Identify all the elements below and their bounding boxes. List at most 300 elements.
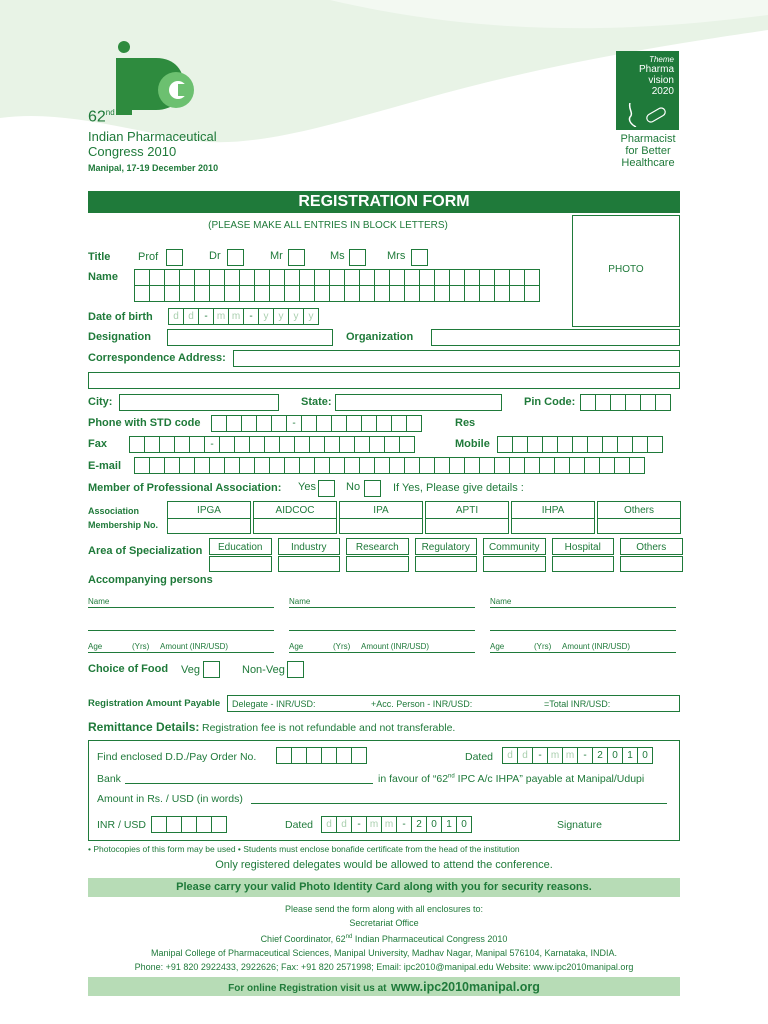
cell[interactable] (404, 269, 420, 286)
cell[interactable] (369, 436, 385, 453)
cell[interactable] (239, 457, 255, 474)
cell[interactable] (625, 394, 641, 411)
send-line: Please send the form along with all enclosures to: (284, 904, 484, 914)
cell[interactable] (254, 269, 270, 286)
member-no-checkbox[interactable] (364, 480, 381, 497)
cell[interactable]: - (396, 816, 412, 833)
cell[interactable] (159, 436, 175, 453)
cell[interactable] (174, 436, 190, 453)
cell[interactable] (359, 269, 375, 286)
cell[interactable] (239, 285, 255, 302)
cell[interactable] (389, 269, 405, 286)
cell[interactable] (284, 269, 300, 286)
cell[interactable]: m (228, 308, 244, 325)
cell[interactable]: y (288, 308, 304, 325)
cell[interactable] (149, 269, 165, 286)
specialization-column[interactable] (278, 538, 341, 572)
cell[interactable]: - (351, 816, 367, 833)
cell[interactable] (301, 415, 317, 432)
ipc-logo (112, 40, 202, 115)
specialization-column[interactable] (209, 538, 272, 572)
association-column[interactable] (597, 501, 681, 534)
cell[interactable]: - (198, 308, 214, 325)
online-url-link[interactable]: www.ipc2010manipal.org (390, 980, 540, 994)
cell[interactable] (479, 457, 495, 474)
cell[interactable]: 0 (607, 747, 623, 764)
designation-label: Designation (88, 331, 151, 343)
cell[interactable] (584, 457, 600, 474)
cell[interactable] (494, 269, 510, 286)
address-field-2[interactable] (88, 372, 680, 389)
footer-note-1: • Photocopies of this form may be used • Students must enclose bonafide certificate from the head of the institution (88, 844, 520, 854)
acc-age-label: Age (289, 642, 304, 651)
res-label: Res (455, 417, 476, 429)
cell[interactable] (149, 285, 165, 302)
organization-field[interactable] (431, 329, 680, 346)
acc-name-label: Name (490, 597, 512, 606)
acc-age-amount-field[interactable] (490, 652, 676, 653)
form-title: REGISTRATION FORM (88, 191, 680, 213)
acc-name-label: Name (88, 597, 110, 606)
cell[interactable] (391, 415, 407, 432)
cell[interactable] (284, 457, 300, 474)
cell[interactable] (359, 285, 375, 302)
cell[interactable] (344, 285, 360, 302)
cell[interactable] (226, 415, 242, 432)
cell[interactable] (239, 269, 255, 286)
cell[interactable] (494, 285, 510, 302)
cell[interactable] (587, 436, 603, 453)
cell[interactable] (324, 436, 340, 453)
cell[interactable]: d (168, 308, 184, 325)
dd-number-cells[interactable] (276, 747, 366, 764)
specialization-checkbox[interactable] (346, 556, 409, 572)
cell[interactable] (389, 457, 405, 474)
cell[interactable] (299, 269, 315, 286)
association-membership-field[interactable] (425, 518, 509, 534)
cell[interactable] (314, 457, 330, 474)
specialization-checkbox[interactable] (209, 556, 272, 572)
specialization-checkbox[interactable] (278, 556, 341, 572)
cell[interactable] (331, 415, 347, 432)
cell[interactable]: d (183, 308, 199, 325)
cell[interactable] (419, 457, 435, 474)
cell[interactable] (344, 269, 360, 286)
cell[interactable] (539, 457, 555, 474)
acc-amount-label: Amount (INR/USD) (361, 642, 430, 651)
title-mr-checkbox[interactable] (288, 249, 305, 266)
specialization-option-label: Education (209, 538, 272, 555)
specialization-option-label: Others (620, 538, 683, 555)
cell[interactable]: 1 (622, 747, 638, 764)
cell[interactable] (264, 436, 280, 453)
association-column[interactable] (167, 501, 251, 534)
acc-name-field[interactable] (289, 607, 475, 608)
association-column[interactable] (339, 501, 423, 534)
association-membership-field[interactable] (167, 518, 251, 534)
cell[interactable] (224, 457, 240, 474)
cell[interactable] (655, 394, 671, 411)
city-field[interactable] (119, 394, 279, 411)
congress-dates: Manipal, 17-19 December 2010 (88, 163, 219, 173)
cell[interactable]: 0 (456, 816, 472, 833)
organization-label: Organization (346, 331, 414, 343)
cell[interactable] (164, 457, 180, 474)
cell[interactable] (254, 285, 270, 302)
specialization-column[interactable] (483, 538, 546, 572)
cell[interactable] (406, 415, 422, 432)
dd-dated-label: Dated (465, 751, 494, 763)
address-field-1[interactable] (233, 350, 680, 367)
cell[interactable] (151, 816, 167, 833)
association-column[interactable] (511, 501, 595, 534)
specialization-checkbox[interactable] (415, 556, 478, 572)
cell[interactable] (299, 457, 315, 474)
cell[interactable] (419, 269, 435, 286)
cell[interactable] (211, 816, 227, 833)
amount-words-field[interactable] (251, 803, 667, 804)
reg-amount-label: Registration Amount Payable (88, 698, 221, 709)
cell[interactable] (336, 747, 352, 764)
cell[interactable] (614, 457, 630, 474)
delegate-label: Delegate - INR/USD: (232, 699, 316, 709)
online-bar (88, 977, 680, 996)
cell[interactable] (389, 285, 405, 302)
cell[interactable] (224, 285, 240, 302)
cell[interactable] (524, 269, 540, 286)
cell[interactable] (294, 436, 310, 453)
cell[interactable] (404, 285, 420, 302)
form-instruction: (PLEASE MAKE ALL ENTRIES IN BLOCK LETTERS) (208, 220, 448, 231)
cell[interactable]: d (336, 816, 352, 833)
cell[interactable] (164, 269, 180, 286)
footer-note-2: Only registered delegates would be allowed to attend the conference. (215, 859, 553, 871)
cell[interactable] (254, 457, 270, 474)
cell[interactable]: 2 (411, 816, 427, 833)
cell[interactable] (344, 457, 360, 474)
cell: - (286, 415, 302, 432)
cell[interactable] (234, 436, 250, 453)
title-mrs-label: Mrs (387, 250, 406, 262)
cell[interactable] (209, 285, 225, 302)
state-field[interactable] (335, 394, 502, 411)
cell[interactable] (269, 285, 285, 302)
coordinator-line: Chief Coordinator, 62nd Indian Pharmaceutical Congress 2010 (260, 934, 508, 944)
cell[interactable] (134, 285, 150, 302)
cell[interactable]: m (562, 747, 578, 764)
specialization-option-label: Regulatory (415, 538, 478, 555)
cell[interactable] (149, 457, 165, 474)
cell[interactable] (629, 457, 645, 474)
cell[interactable] (189, 436, 205, 453)
cell[interactable] (166, 816, 182, 833)
acc-name-label: Name (289, 597, 311, 606)
cell[interactable]: 0 (426, 816, 442, 833)
theme-tagline: Pharmacist for Better Healthcare (620, 133, 676, 169)
cell[interactable] (314, 285, 330, 302)
cell[interactable] (384, 436, 400, 453)
title-mr-label: Mr (270, 250, 283, 262)
title-mrs-checkbox[interactable] (411, 249, 428, 266)
contact-line: Phone: +91 820 2922433, 2922626; Fax: +91 820 2571998; Email: ipc2010@manipal.edu Website: www.ipc2010manipal.org (134, 962, 634, 972)
cell[interactable] (527, 436, 543, 453)
inr-usd-cells[interactable] (151, 816, 226, 833)
cell[interactable] (339, 436, 355, 453)
cell[interactable] (179, 285, 195, 302)
member-yes-checkbox[interactable] (318, 480, 335, 497)
cell[interactable] (595, 394, 611, 411)
cell[interactable]: y (273, 308, 289, 325)
specialization-option-label: Research (346, 538, 409, 555)
cell[interactable]: d (517, 747, 533, 764)
cell[interactable] (374, 285, 390, 302)
title-prof-label: Prof (138, 251, 159, 263)
association-membership-field[interactable] (339, 518, 423, 534)
cell[interactable]: m (213, 308, 229, 325)
cell[interactable] (509, 269, 525, 286)
phone-label: Phone with STD code (88, 417, 201, 429)
cell[interactable] (144, 436, 160, 453)
face-capsule-icon (622, 103, 672, 127)
bank-label: Bank (97, 773, 121, 785)
cell[interactable] (314, 269, 330, 286)
cell[interactable]: m (381, 816, 397, 833)
cell[interactable]: 1 (441, 816, 457, 833)
cell[interactable] (494, 457, 510, 474)
cell[interactable] (179, 457, 195, 474)
cell: - (204, 436, 220, 453)
cell[interactable] (179, 269, 195, 286)
cell[interactable] (291, 747, 307, 764)
cell[interactable] (524, 285, 540, 302)
cell[interactable] (134, 269, 150, 286)
member-no-label: No (346, 481, 361, 493)
email-label: E-mail (88, 460, 122, 472)
cell[interactable] (599, 457, 615, 474)
association-column[interactable] (253, 501, 337, 534)
cell[interactable] (449, 269, 465, 286)
member-if-yes: If Yes, Please give details : (393, 482, 524, 494)
inr-usd-label: INR / USD (97, 819, 147, 831)
acc-amount-label: Amount (INR/USD) (562, 642, 631, 651)
acc-age-amount-field[interactable] (88, 652, 274, 653)
specialization-checkbox[interactable] (483, 556, 546, 572)
phone-cells[interactable] (211, 415, 421, 432)
cell[interactable] (196, 816, 212, 833)
favour-text: in favour of “62nd IPC A/c IHPA” payable at Manipal/Udupi (378, 773, 645, 785)
cell[interactable]: 0 (637, 747, 653, 764)
acc-name-field-2[interactable] (289, 630, 475, 631)
cell[interactable] (194, 269, 210, 286)
cell[interactable] (209, 269, 225, 286)
cell[interactable] (181, 816, 197, 833)
cell[interactable] (572, 436, 588, 453)
association-membership-field[interactable] (597, 518, 681, 534)
cell[interactable] (279, 436, 295, 453)
cell[interactable]: - (243, 308, 259, 325)
specialization-option-label: Community (483, 538, 546, 555)
cell[interactable] (524, 457, 540, 474)
association-option-label: AIDCOC (253, 501, 337, 518)
inr-dated-label: Dated (285, 819, 314, 831)
pin-label: Pin Code: (524, 396, 576, 408)
specialization-column[interactable] (552, 538, 615, 572)
cell[interactable] (374, 457, 390, 474)
cell[interactable] (610, 394, 626, 411)
remittance-label: Remittance Details: (88, 720, 200, 734)
cell[interactable] (497, 436, 513, 453)
cell[interactable] (209, 457, 225, 474)
cell[interactable] (640, 394, 656, 411)
association-membership-field[interactable] (511, 518, 595, 534)
cell[interactable] (269, 457, 285, 474)
cell[interactable]: - (532, 747, 548, 764)
acc-name-field[interactable] (88, 607, 274, 608)
acc-age-label: Age (490, 642, 505, 651)
cell[interactable] (449, 457, 465, 474)
mobile-cells[interactable] (497, 436, 662, 453)
cell[interactable] (464, 269, 480, 286)
cell[interactable] (512, 436, 528, 453)
cell[interactable]: d (502, 747, 518, 764)
cell[interactable] (479, 285, 495, 302)
cell[interactable] (376, 415, 392, 432)
veg-checkbox[interactable] (203, 661, 220, 678)
cell[interactable] (329, 457, 345, 474)
dob-cells[interactable] (168, 308, 318, 325)
cell[interactable] (509, 285, 525, 302)
cell[interactable]: y (303, 308, 319, 325)
cell[interactable] (134, 457, 150, 474)
cell[interactable] (351, 747, 367, 764)
cell[interactable]: 2 (592, 747, 608, 764)
acc-name-field-2[interactable] (490, 630, 676, 631)
cell[interactable] (602, 436, 618, 453)
name-label: Name (88, 271, 118, 283)
email-cells[interactable] (134, 457, 644, 474)
fax-cells[interactable] (129, 436, 414, 453)
cell[interactable] (306, 747, 322, 764)
title-ms-label: Ms (330, 250, 345, 262)
specialization-option-label: Industry (278, 538, 341, 555)
cell[interactable] (434, 269, 450, 286)
cell[interactable] (479, 269, 495, 286)
cell[interactable] (329, 269, 345, 286)
cell[interactable]: d (321, 816, 337, 833)
cell[interactable] (284, 285, 300, 302)
cell[interactable] (399, 436, 415, 453)
cell[interactable] (271, 415, 287, 432)
bank-field[interactable] (125, 783, 373, 784)
cell[interactable] (361, 415, 377, 432)
cell[interactable] (219, 436, 235, 453)
cell[interactable] (329, 285, 345, 302)
cell[interactable] (542, 436, 558, 453)
association-membership-field[interactable] (253, 518, 337, 534)
association-column[interactable] (425, 501, 509, 534)
name-grid[interactable] (134, 269, 539, 302)
cell[interactable] (434, 285, 450, 302)
acc-name-field-2[interactable] (88, 630, 274, 631)
cell[interactable] (419, 285, 435, 302)
cell[interactable] (256, 415, 272, 432)
cell[interactable] (224, 269, 240, 286)
cell[interactable] (632, 436, 648, 453)
amount-words-label: Amount in Rs. / USD (in words) (97, 793, 243, 805)
designation-field[interactable] (167, 329, 333, 346)
cell[interactable] (269, 269, 285, 286)
title-label: Title (88, 251, 111, 263)
cell[interactable] (276, 747, 292, 764)
cell[interactable] (557, 436, 573, 453)
cell[interactable] (194, 457, 210, 474)
cell[interactable] (164, 285, 180, 302)
title-prof-checkbox[interactable] (166, 249, 183, 266)
cell[interactable] (464, 285, 480, 302)
cell[interactable] (647, 436, 663, 453)
specialization-column[interactable] (415, 538, 478, 572)
cell[interactable] (404, 457, 420, 474)
cell[interactable] (434, 457, 450, 474)
acc-yrs-label: (Yrs) (534, 642, 552, 651)
food-label: Choice of Food (88, 663, 169, 675)
congress-name: Indian Pharmaceutical Congress 2010 (88, 129, 217, 159)
cell[interactable]: y (258, 308, 274, 325)
cell[interactable] (321, 747, 337, 764)
cell[interactable] (309, 436, 325, 453)
title-dr-checkbox[interactable] (227, 249, 244, 266)
online-text: For online Registration visit us at (228, 983, 387, 994)
dd-date-cells[interactable] (502, 747, 652, 764)
specialization-checkbox[interactable] (620, 556, 683, 572)
reg-amount-field[interactable] (227, 695, 680, 712)
cell[interactable] (617, 436, 633, 453)
photo-box[interactable] (572, 215, 680, 327)
inr-date-cells[interactable] (321, 816, 471, 833)
cell[interactable] (316, 415, 332, 432)
acc-age-amount-field[interactable] (289, 652, 475, 653)
cell[interactable] (354, 436, 370, 453)
total-label: =Total INR/USD: (544, 699, 611, 709)
cell[interactable]: m (366, 816, 382, 833)
cell[interactable] (449, 285, 465, 302)
cell[interactable] (359, 457, 375, 474)
specialization-column[interactable] (346, 538, 409, 572)
pin-cells[interactable] (580, 394, 670, 411)
acc-name-field[interactable] (490, 607, 676, 608)
specialization-column[interactable] (620, 538, 683, 572)
nonveg-checkbox[interactable] (287, 661, 304, 678)
association-option-label: IHPA (511, 501, 595, 518)
specialization-checkbox[interactable] (552, 556, 615, 572)
cell[interactable] (509, 457, 525, 474)
cell[interactable] (129, 436, 145, 453)
cell[interactable] (241, 415, 257, 432)
cell[interactable] (374, 269, 390, 286)
cell[interactable] (569, 457, 585, 474)
cell[interactable] (346, 415, 362, 432)
cell[interactable] (580, 394, 596, 411)
cell[interactable]: - (577, 747, 593, 764)
cell[interactable] (211, 415, 227, 432)
title-ms-checkbox[interactable] (349, 249, 366, 266)
cell[interactable] (249, 436, 265, 453)
cell[interactable] (464, 457, 480, 474)
cell[interactable] (299, 285, 315, 302)
cell[interactable] (554, 457, 570, 474)
cell[interactable] (194, 285, 210, 302)
cell[interactable]: m (547, 747, 563, 764)
